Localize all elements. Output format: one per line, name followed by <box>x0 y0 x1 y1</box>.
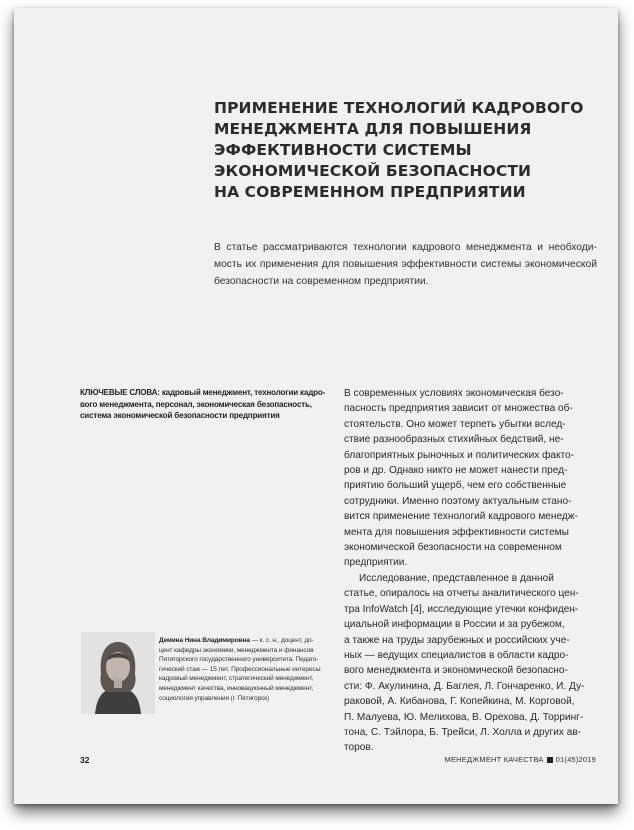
page-number: 32 <box>80 755 90 765</box>
body-line: мента для повышения эффективности системы <box>344 526 569 538</box>
article-title <box>214 98 594 203</box>
body-line: раковой, А. Кибанова, Г. Копейкина, М. Корговой, <box>344 696 575 708</box>
keywords-line: КЛЮЧЕВЫЕ СЛОВА: кадровый менеджмент, технологии кадро- <box>80 388 326 397</box>
body-line: пасность предприятия зависит от множества об- <box>344 403 573 415</box>
title-line: НА СОВРЕМЕННОМ ПРЕДПРИЯТИИ <box>214 183 526 201</box>
square-icon <box>547 757 553 763</box>
keywords-line: система экономической безопасности предприятия <box>80 411 280 420</box>
author-name: Демина Нина Владимировна <box>159 637 250 644</box>
body-line: ров и др. Однако никто не может нанести пред- <box>344 465 568 477</box>
body-line: благоприятных рыночных и политических факто- <box>344 449 575 461</box>
body-line: П. Малуева, Ю. Мелихова, В. Орехова, Д. Торринг- <box>344 711 584 723</box>
body-line: приятию больший ущерб, чем его собственные <box>344 480 567 492</box>
author-bio <box>159 636 337 703</box>
abstract-line: мость их применения для повышения эффективности системы экономической <box>214 259 597 270</box>
body-line: тона, С. Тэйлора, Б. Трейси, Л. Холла и других ав- <box>344 726 582 738</box>
body-line: статье, опиралось на отчеты аналитического цен- <box>344 588 579 600</box>
journal-page <box>14 8 618 804</box>
journal-name: МЕНЕДЖМЕНТ КАЧЕСТВА <box>444 755 544 764</box>
bio-line: социология управления (г. Пятигорск) <box>159 694 270 702</box>
keywords-block <box>80 387 330 422</box>
bio-line: гический стаж — 15 лет. Профессиональные интересы: <box>159 665 322 673</box>
article-body <box>344 386 604 756</box>
title-line: ПРИМЕНЕНИЕ ТЕХНОЛОГИЙ КАДРОВОГО <box>214 99 584 117</box>
body-line: тра InfoWatch [4], исследующие утечки конфиден- <box>344 603 579 615</box>
bio-line: менеджмент качества, инновационный менеджмент, <box>159 684 314 692</box>
author-portrait-icon <box>81 632 155 714</box>
title-line: МЕНЕДЖМЕНТА ДЛЯ ПОВЫШЕНИЯ <box>214 120 532 138</box>
bio-line-first <box>159 636 337 646</box>
keywords-line: вого менеджмента, персонал, экономическая безопасность, <box>80 399 312 409</box>
body-line: вится применение технологий кадрового менедж- <box>344 511 578 523</box>
abstract-line: безопасности на современном предприятии. <box>214 276 429 287</box>
bio-intro: — к. с. н., доцент, до- <box>249 637 314 644</box>
journal-footer <box>445 755 596 764</box>
body-line: вого менеджмента и экономической безопасно- <box>344 665 568 677</box>
body-line: торов. <box>344 742 374 754</box>
journal-issue: 01(45)2019 <box>555 755 596 764</box>
article-abstract <box>214 239 597 290</box>
body-line: ных — ведущих специалистов в области кадро- <box>344 649 569 661</box>
body-line: Исследование, представленное в данной <box>359 572 554 584</box>
bio-line: цент кафедры экономики, менеджмента и финансов <box>159 646 314 654</box>
bio-line: кадровый менеджмент, стратегический менеджмент, <box>159 675 314 683</box>
body-line: В современных условиях экономическая безо- <box>344 388 564 399</box>
body-line: сотрудники. Именно поэтому актуальным стано- <box>344 495 572 507</box>
author-photo <box>81 632 155 714</box>
title-line: ЭФФЕКТИВНОСТИ СИСТЕМЫ <box>214 141 472 159</box>
bio-line: Пятигорского государственного университета. Педаго- <box>159 656 319 664</box>
title-line: ЭКОНОМИЧЕСКОЙ БЕЗОПАСНОСТИ <box>214 162 532 180</box>
body-line: а также на труды зарубежных и российских уче- <box>344 634 570 646</box>
body-line: предприятии. <box>344 557 408 569</box>
body-line: экономической безопасности на современном <box>344 542 562 554</box>
body-line: стоятельств. Оно может терпеть убытки вслед- <box>344 418 566 430</box>
body-line: сти: Ф. Акулинина, Д. Баглея, Л. Гончаренко, И. Ду- <box>344 680 585 692</box>
body-line: циальной информации в России и за рубежом, <box>344 619 565 631</box>
abstract-line: В статье рассматриваются технологии кадрового менеджмента и необходи- <box>214 242 597 253</box>
body-line: ствие разнообразных стихийных бедствий, не- <box>344 434 564 446</box>
